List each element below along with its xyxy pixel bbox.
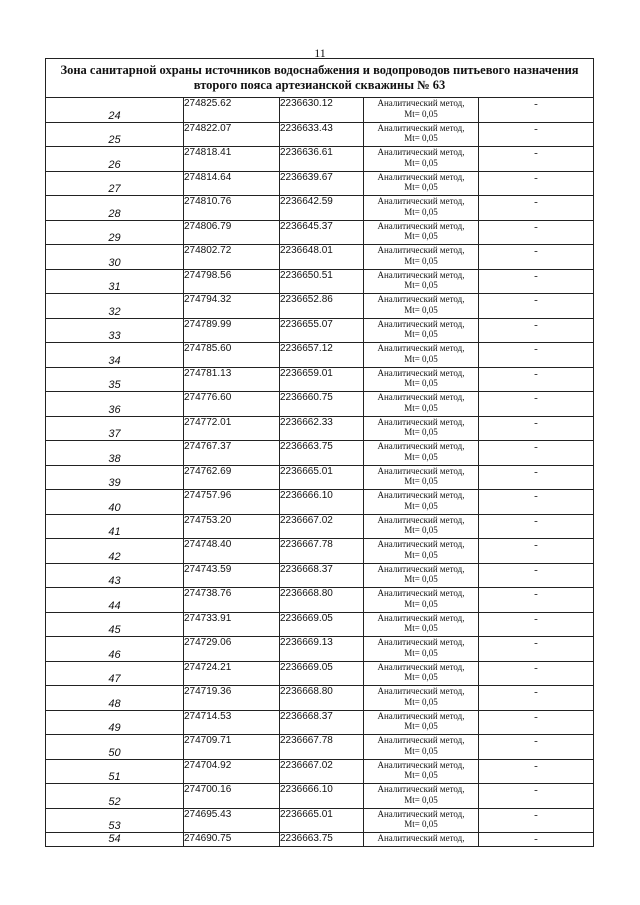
accuracy-text: Mt= 0,05 (404, 623, 438, 633)
accuracy-text: Mt= 0,05 (404, 598, 438, 609)
note-cell: - (479, 833, 594, 847)
y-coordinate-cell: 2236669.05 (280, 612, 364, 637)
y-coordinate-cell: 2236642.59 (280, 196, 364, 221)
y-coordinate-cell: 2236645.37 (280, 220, 364, 245)
table-row (46, 808, 594, 833)
x-coordinate-cell: 274700.16 (184, 784, 280, 809)
y-coordinate-cell: 2236655.07 (280, 318, 364, 343)
note-cell: - (479, 392, 594, 417)
point-number-cell: 46 (46, 637, 184, 662)
x-coordinate-cell: 274798.56 (184, 269, 280, 294)
method-cell (364, 759, 479, 784)
point-number-cell: 44 (46, 588, 184, 613)
method-text: Аналитический метод, (377, 735, 465, 745)
note-cell: - (479, 612, 594, 637)
x-coordinate-cell: 274789.99 (184, 318, 280, 343)
method-text: Аналитический метод, (377, 784, 465, 794)
method-cell (364, 612, 479, 637)
method-text: Аналитический метод, (377, 318, 465, 329)
point-number-cell: 34 (46, 343, 184, 368)
table-row (46, 220, 594, 245)
x-coordinate-cell: 274802.72 (184, 245, 280, 270)
x-coordinate-cell: 274762.69 (184, 465, 280, 490)
note-cell: - (479, 490, 594, 515)
method-cell (364, 294, 479, 319)
method-cell (364, 490, 479, 515)
y-coordinate-cell: 2236636.61 (280, 147, 364, 172)
method-cell (364, 245, 479, 270)
table-row (46, 612, 594, 637)
table-row (46, 245, 594, 270)
x-coordinate-cell: 274714.53 (184, 710, 280, 735)
x-coordinate-cell: 274729.06 (184, 637, 280, 662)
y-coordinate-cell: 2236667.02 (280, 759, 364, 784)
method-cell (364, 686, 479, 711)
x-coordinate-cell: 274748.40 (184, 539, 280, 564)
note-cell: - (479, 196, 594, 221)
point-number-cell: 42 (46, 539, 184, 564)
x-coordinate-cell: 274757.96 (184, 490, 280, 515)
accuracy-text: Mt= 0,05 (404, 157, 438, 168)
accuracy-text: Mt= 0,05 (404, 378, 438, 388)
y-coordinate-cell: 2236630.12 (280, 98, 364, 123)
x-coordinate-cell: 274822.07 (184, 122, 280, 147)
x-coordinate-cell: 274738.76 (184, 588, 280, 613)
method-cell (364, 808, 479, 833)
table-header-row (46, 59, 594, 98)
method-cell (364, 661, 479, 686)
x-coordinate-cell: 274709.71 (184, 735, 280, 760)
table-row (46, 686, 594, 711)
method-text: Аналитический метод, (377, 441, 465, 451)
point-number-cell: 54 (46, 833, 184, 847)
accuracy-text: Mt= 0,05 (404, 549, 438, 560)
note-cell: - (479, 122, 594, 147)
table-title (46, 59, 594, 98)
x-coordinate-cell: 274719.36 (184, 686, 280, 711)
accuracy-text: Mt= 0,05 (404, 525, 438, 535)
x-coordinate-cell: 274814.64 (184, 171, 280, 196)
method-text: Аналитический метод, (377, 465, 465, 476)
note-cell: - (479, 563, 594, 588)
method-cell (364, 833, 479, 847)
method-text: Аналитический метод, (377, 686, 465, 696)
x-coordinate-cell: 274772.01 (184, 416, 280, 441)
accuracy-text: Mt= 0,05 (404, 647, 438, 658)
method-cell (364, 196, 479, 221)
method-cell (364, 710, 479, 735)
note-cell: - (479, 220, 594, 245)
point-number-cell: 47 (46, 661, 184, 686)
note-cell: - (479, 465, 594, 490)
method-cell (364, 269, 479, 294)
table-row (46, 563, 594, 588)
x-coordinate-cell: 274781.13 (184, 367, 280, 392)
method-cell (364, 735, 479, 760)
accuracy-text: Mt= 0,05 (404, 133, 438, 143)
accuracy-text: Mt= 0,05 (404, 500, 438, 511)
method-text: Аналитический метод, (377, 416, 465, 427)
note-cell: - (479, 735, 594, 760)
method-cell (364, 147, 479, 172)
table-row (46, 710, 594, 735)
y-coordinate-cell: 2236657.12 (280, 343, 364, 368)
method-cell (364, 637, 479, 662)
table-row (46, 367, 594, 392)
table-row (46, 490, 594, 515)
accuracy-text: Mt= 0,05 (404, 231, 438, 241)
method-text: Аналитический метод, (377, 661, 465, 672)
table-body (46, 98, 594, 847)
method-cell (364, 171, 479, 196)
note-cell: - (479, 710, 594, 735)
method-text: Аналитический метод, (377, 833, 465, 843)
note-cell: - (479, 367, 594, 392)
accuracy-text: Mt= 0,05 (404, 721, 438, 731)
accuracy-text: Mt= 0,05 (404, 427, 438, 437)
accuracy-text: Mt= 0,05 (404, 329, 438, 339)
point-number-cell: 39 (46, 465, 184, 490)
note-cell: - (479, 759, 594, 784)
y-coordinate-cell: 2236660.75 (280, 392, 364, 417)
y-coordinate-cell: 2236667.78 (280, 539, 364, 564)
y-coordinate-cell: 2236663.75 (280, 833, 364, 847)
point-number-cell: 33 (46, 318, 184, 343)
table-row (46, 392, 594, 417)
coordinates-table (45, 58, 594, 847)
note-cell: - (479, 318, 594, 343)
x-coordinate-cell: 274690.75 (184, 833, 280, 847)
x-coordinate-cell: 274794.32 (184, 294, 280, 319)
point-number-cell: 24 (46, 98, 184, 123)
table-row (46, 343, 594, 368)
point-number-cell: 53 (46, 808, 184, 833)
note-cell: - (479, 245, 594, 270)
accuracy-text: Mt= 0,05 (404, 280, 438, 290)
y-coordinate-cell: 2236667.02 (280, 514, 364, 539)
table-row (46, 147, 594, 172)
method-text: Аналитический метод, (377, 98, 465, 108)
table-title-line-1: Зона санитарной охраны источников водоснабжения и водопроводов питьевого назначения (60, 63, 579, 77)
table-title-line-2: второго пояса артезианской скважины № 63 (193, 78, 446, 92)
point-number-cell: 29 (46, 220, 184, 245)
point-number-cell: 51 (46, 759, 184, 784)
table-row (46, 269, 594, 294)
note-cell: - (479, 416, 594, 441)
x-coordinate-cell: 274776.60 (184, 392, 280, 417)
table-row (46, 735, 594, 760)
table-row (46, 833, 594, 847)
point-number-cell: 40 (46, 490, 184, 515)
method-text: Аналитический метод, (377, 514, 465, 525)
y-coordinate-cell: 2236668.37 (280, 563, 364, 588)
method-text: Аналитический метод, (377, 343, 465, 353)
method-cell (364, 588, 479, 613)
y-coordinate-cell: 2236650.51 (280, 269, 364, 294)
accuracy-text: Mt= 0,05 (404, 304, 438, 315)
table-row (46, 171, 594, 196)
method-text: Аналитический метод, (377, 245, 465, 255)
note-cell: - (479, 661, 594, 686)
page-number: 11 (314, 46, 326, 60)
point-number-cell: 35 (46, 367, 184, 392)
y-coordinate-cell: 2236668.37 (280, 710, 364, 735)
note-cell: - (479, 294, 594, 319)
method-text: Аналитический метод, (377, 294, 465, 304)
y-coordinate-cell: 2236665.01 (280, 465, 364, 490)
note-cell: - (479, 539, 594, 564)
x-coordinate-cell: 274743.59 (184, 563, 280, 588)
x-coordinate-cell: 274818.41 (184, 147, 280, 172)
y-coordinate-cell: 2236633.43 (280, 122, 364, 147)
method-text: Аналитический метод, (377, 196, 465, 206)
table-row (46, 588, 594, 613)
point-number-cell: 36 (46, 392, 184, 417)
table-row (46, 784, 594, 809)
note-cell: - (479, 147, 594, 172)
accuracy-text: Mt= 0,05 (404, 696, 438, 707)
point-number-cell: 28 (46, 196, 184, 221)
point-number-cell: 25 (46, 122, 184, 147)
point-number-cell: 30 (46, 245, 184, 270)
x-coordinate-cell: 274806.79 (184, 220, 280, 245)
method-cell (364, 98, 479, 123)
accuracy-text: Mt= 0,05 (404, 451, 438, 462)
method-text: Аналитический метод, (377, 539, 465, 549)
point-number-cell: 27 (46, 171, 184, 196)
table-row (46, 318, 594, 343)
point-number-cell: 32 (46, 294, 184, 319)
method-cell (364, 343, 479, 368)
point-number-cell: 52 (46, 784, 184, 809)
note-cell: - (479, 514, 594, 539)
method-text: Аналитический метод, (377, 392, 465, 402)
y-coordinate-cell: 2236665.01 (280, 808, 364, 833)
y-coordinate-cell: 2236663.75 (280, 441, 364, 466)
method-cell (364, 563, 479, 588)
y-coordinate-cell: 2236659.01 (280, 367, 364, 392)
accuracy-text: Mt= 0,05 (404, 574, 438, 584)
method-text: Аналитический метод, (377, 612, 465, 623)
accuracy-text: Mt= 0,05 (404, 182, 438, 192)
note-cell: - (479, 808, 594, 833)
method-text: Аналитический метод, (377, 759, 465, 770)
method-text: Аналитический метод, (377, 563, 465, 574)
note-cell: - (479, 588, 594, 613)
method-text: Аналитический метод, (377, 122, 465, 133)
accuracy-text: Mt= 0,05 (404, 672, 438, 682)
accuracy-text: Mt= 0,05 (404, 476, 438, 486)
method-text: Аналитический метод, (377, 171, 465, 182)
table-row (46, 539, 594, 564)
y-coordinate-cell: 2236669.13 (280, 637, 364, 662)
table-row (46, 122, 594, 147)
accuracy-text: Mt= 0,05 (404, 402, 438, 413)
note-cell: - (479, 343, 594, 368)
method-text: Аналитический метод, (377, 637, 465, 647)
point-number-cell: 50 (46, 735, 184, 760)
point-number-cell: 45 (46, 612, 184, 637)
point-number-cell: 31 (46, 269, 184, 294)
method-cell (364, 220, 479, 245)
y-coordinate-cell: 2236662.33 (280, 416, 364, 441)
accuracy-text: Mt= 0,05 (404, 794, 438, 805)
method-text: Аналитический метод, (377, 490, 465, 500)
y-coordinate-cell: 2236666.10 (280, 784, 364, 809)
method-text: Аналитический метод, (377, 710, 465, 721)
x-coordinate-cell: 274753.20 (184, 514, 280, 539)
method-cell (364, 416, 479, 441)
y-coordinate-cell: 2236667.78 (280, 735, 364, 760)
table-row (46, 759, 594, 784)
accuracy-text: Mt= 0,05 (404, 745, 438, 756)
method-cell (364, 514, 479, 539)
method-text: Аналитический метод, (377, 147, 465, 157)
accuracy-text: Mt= 0,05 (404, 770, 438, 780)
x-coordinate-cell: 274733.91 (184, 612, 280, 637)
point-number-cell: 41 (46, 514, 184, 539)
method-text: Аналитический метод, (377, 808, 465, 819)
table-row (46, 416, 594, 441)
x-coordinate-cell: 274825.62 (184, 98, 280, 123)
accuracy-text: Mt= 0,05 (404, 206, 438, 217)
x-coordinate-cell: 274767.37 (184, 441, 280, 466)
point-number-cell: 38 (46, 441, 184, 466)
point-number-cell: 26 (46, 147, 184, 172)
note-cell: - (479, 441, 594, 466)
y-coordinate-cell: 2236669.05 (280, 661, 364, 686)
method-cell (364, 441, 479, 466)
note-cell: - (479, 637, 594, 662)
table-row (46, 661, 594, 686)
method-cell (364, 122, 479, 147)
table-row (46, 98, 594, 123)
point-number-cell: 49 (46, 710, 184, 735)
accuracy-text: Mt= 0,05 (404, 108, 438, 119)
method-cell (364, 318, 479, 343)
x-coordinate-cell: 274695.43 (184, 808, 280, 833)
x-coordinate-cell: 274810.76 (184, 196, 280, 221)
method-cell (364, 539, 479, 564)
method-text: Аналитический метод, (377, 588, 465, 598)
table-row (46, 637, 594, 662)
x-coordinate-cell: 274724.21 (184, 661, 280, 686)
x-coordinate-cell: 274704.92 (184, 759, 280, 784)
note-cell: - (479, 784, 594, 809)
accuracy-text: Mt= 0,05 (404, 353, 438, 364)
note-cell: - (479, 171, 594, 196)
y-coordinate-cell: 2236666.10 (280, 490, 364, 515)
y-coordinate-cell: 2236668.80 (280, 686, 364, 711)
point-number-cell: 37 (46, 416, 184, 441)
method-cell (364, 367, 479, 392)
table-row (46, 465, 594, 490)
note-cell: - (479, 98, 594, 123)
accuracy-text: Mt= 0,05 (404, 255, 438, 266)
method-cell (364, 465, 479, 490)
method-cell (364, 392, 479, 417)
table-row (46, 196, 594, 221)
y-coordinate-cell: 2236652.86 (280, 294, 364, 319)
table-row (46, 294, 594, 319)
method-text: Аналитический метод, (377, 220, 465, 231)
note-cell: - (479, 686, 594, 711)
y-coordinate-cell: 2236668.80 (280, 588, 364, 613)
method-cell (364, 784, 479, 809)
point-number-cell: 48 (46, 686, 184, 711)
point-number-cell: 43 (46, 563, 184, 588)
method-text: Аналитический метод, (377, 269, 465, 280)
y-coordinate-cell: 2236639.67 (280, 171, 364, 196)
method-text: Аналитический метод, (377, 367, 465, 378)
x-coordinate-cell: 274785.60 (184, 343, 280, 368)
accuracy-text: Mt= 0,05 (404, 819, 438, 829)
y-coordinate-cell: 2236648.01 (280, 245, 364, 270)
table-row (46, 514, 594, 539)
table-row (46, 441, 594, 466)
note-cell: - (479, 269, 594, 294)
